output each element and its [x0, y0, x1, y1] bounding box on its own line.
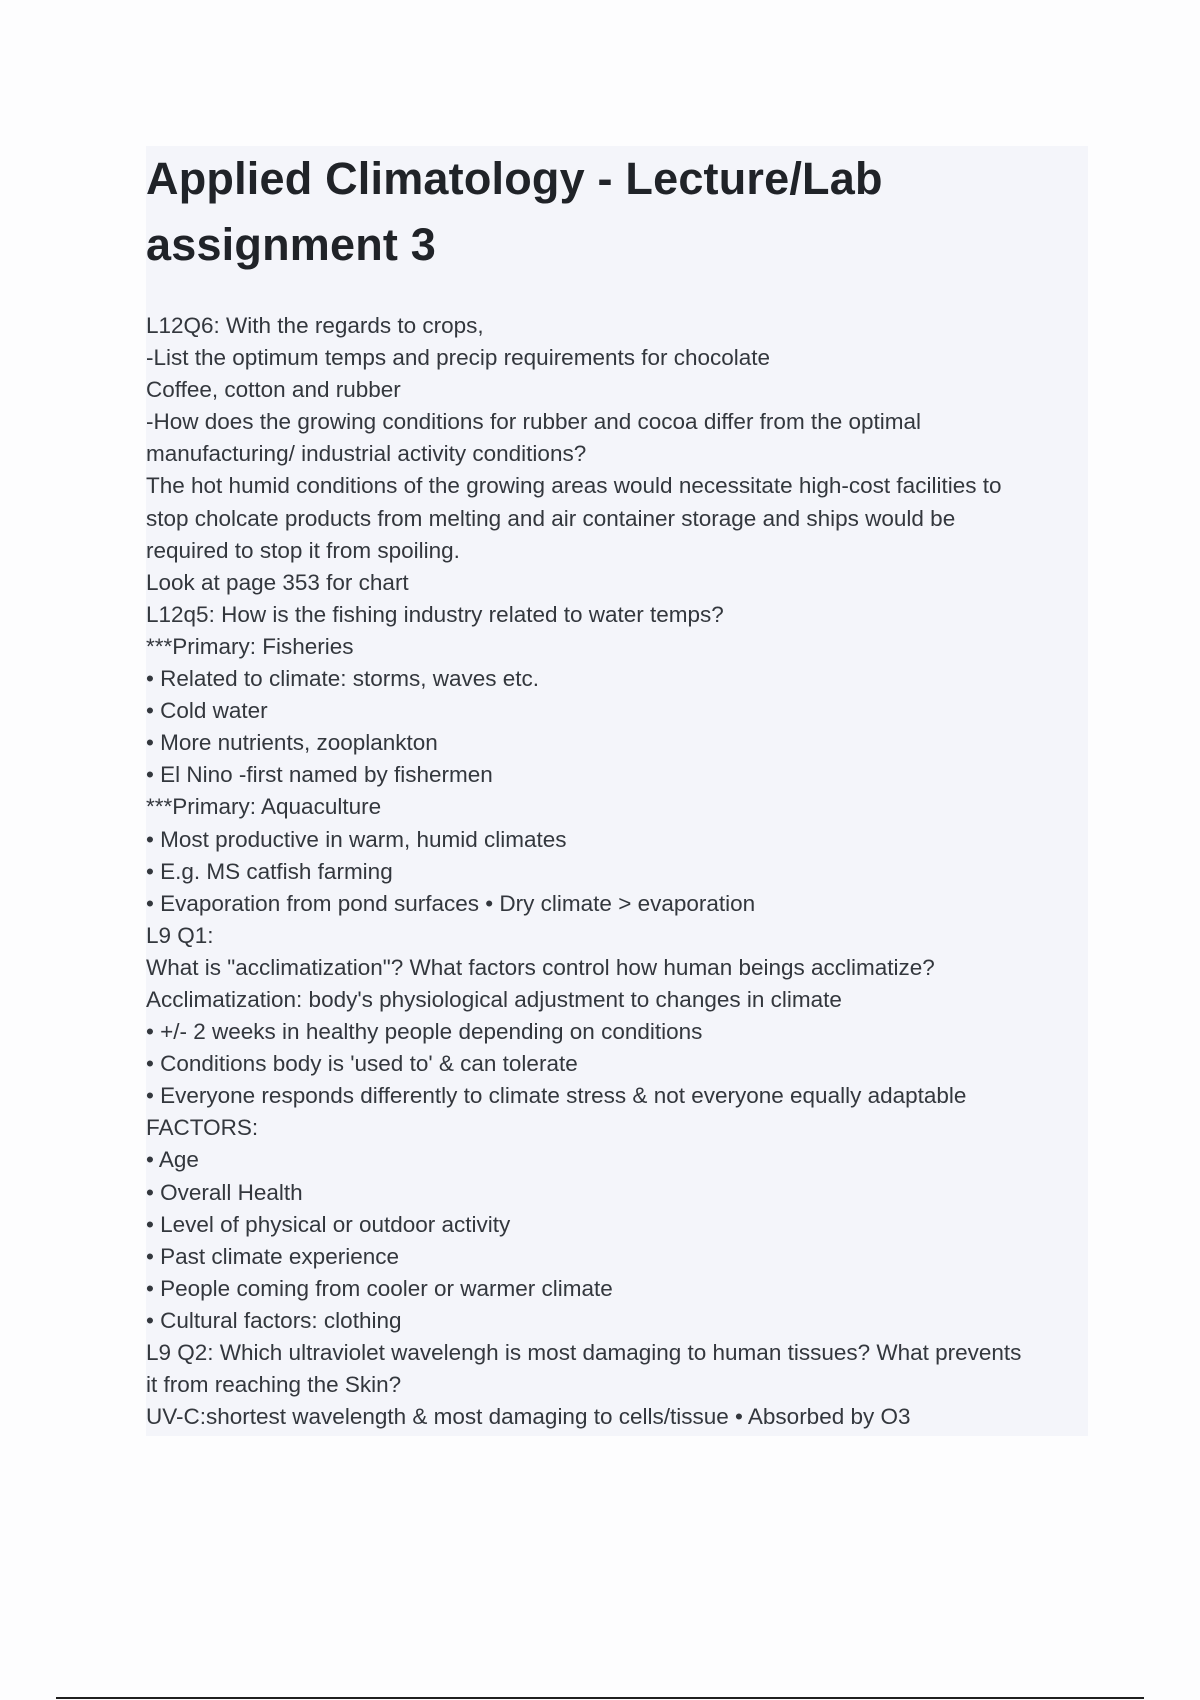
text-line: manufacturing/ industrial activity conditions? [146, 441, 587, 467]
footer-divider [56, 1697, 1144, 1699]
page-title [146, 146, 1088, 278]
title-line-1: Applied Climatology - Lecture/Lab [146, 153, 883, 204]
text-line: UV-C:shortest wavelength & most damaging to cells/tissue • Absorbed by O3 [146, 1404, 911, 1430]
text-line: The hot humid conditions of the growing areas would necessitate high-cost facilities to [146, 473, 1002, 499]
bullet-item: • Evaporation from pond surfaces • Dry climate > evaporation [146, 890, 756, 916]
text-line: it from reaching the Skin? [146, 1372, 402, 1398]
bullet-item: • Age [146, 1147, 199, 1173]
bullet-item: • E.g. MS catfish farming [146, 858, 393, 884]
text-line: What is "acclimatization"? What factors control how human beings acclimatize? [146, 954, 935, 980]
bullet-item: • More nutrients, zooplankton [146, 730, 438, 756]
text-line: ***Primary: Fisheries [146, 633, 354, 659]
text-line: ***Primary: Aquaculture [146, 794, 382, 820]
bullet-item: • El Nino -first named by fishermen [146, 762, 493, 788]
text-line: L12q5: How is the fishing industry related to water temps? [146, 601, 724, 627]
title-line-2: assignment 3 [146, 219, 437, 270]
bullet-item: • Cultural factors: clothing [146, 1307, 402, 1333]
bullet-item: • Most productive in warm, humid climates [146, 826, 567, 852]
text-line: L9 Q2: Which ultraviolet wavelengh is most damaging to human tissues? What prevents [146, 1340, 1022, 1365]
text-line: L12Q6: With the regards to crops, [146, 313, 484, 338]
text-line: -List the optimum temps and precip requirements for chocolate [146, 345, 771, 371]
text-line: L9 Q1: [146, 922, 214, 948]
bullet-item: • Everyone responds differently to climate stress & not everyone equally adaptable [146, 1083, 967, 1109]
bullet-item: • People coming from cooler or warmer climate [146, 1275, 613, 1301]
bullet-item: • Overall Health [146, 1179, 303, 1205]
text-line: -How does the growing conditions for rubber and cocoa differ from the optimal [146, 409, 921, 435]
bullet-item: • Conditions body is 'used to' & can tolerate [146, 1051, 578, 1077]
bullet-item: • Level of physical or outdoor activity [146, 1211, 511, 1237]
text-line: Look at page 353 for chart [146, 569, 409, 595]
bullet-item: • Past climate experience [146, 1243, 399, 1269]
body-text [146, 310, 1088, 1433]
bullet-item: • Related to climate: storms, waves etc. [146, 666, 540, 692]
text-line: Coffee, cotton and rubber [146, 377, 401, 403]
bullet-item: • Cold water [146, 698, 268, 724]
text-line: required to stop it from spoiling. [146, 537, 460, 563]
text-line: Acclimatization: body's physiological adjustment to changes in climate [146, 986, 842, 1012]
content-area [146, 146, 1088, 1436]
text-line: stop cholcate products from melting and air container storage and ships would be [146, 505, 956, 531]
text-line: FACTORS: [146, 1115, 259, 1141]
bullet-item: • +/- 2 weeks in healthy people depending on conditions [146, 1019, 703, 1045]
